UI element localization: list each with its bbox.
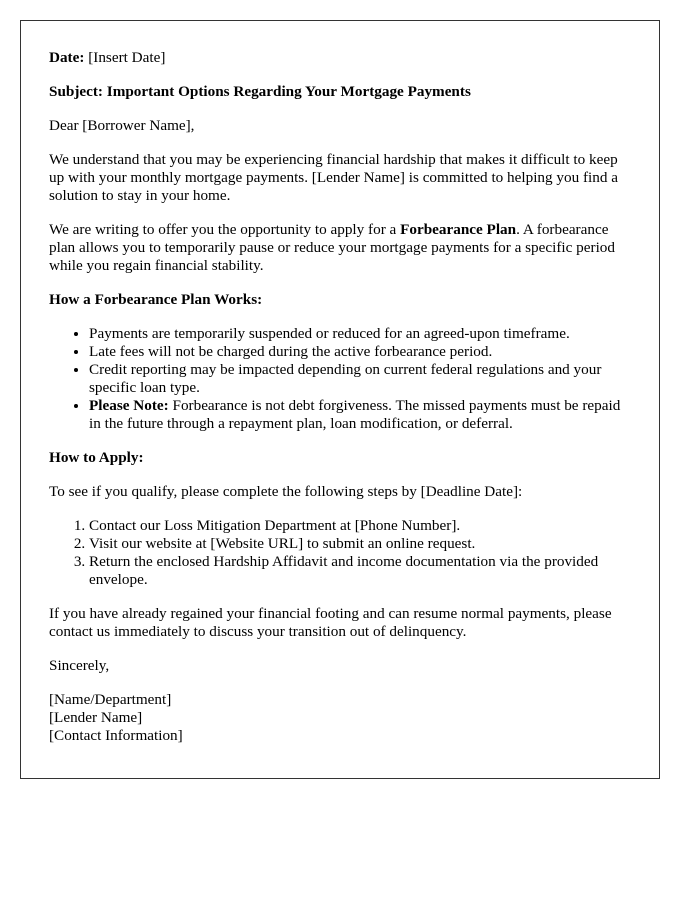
- note-text: Forbearance is not debt forgiveness. The missed payments must be repaid in the future through a repayment plan, loan modification, or deferral.: [89, 397, 621, 432]
- list-item: 2. Visit our website at [Website URL] to submit an online request.: [89, 535, 631, 553]
- list-item: • Payments are temporarily suspended or reduced for an agreed-upon timeframe.: [89, 325, 631, 343]
- date-value: [Insert Date]: [88, 49, 166, 66]
- greeting: Dear [Borrower Name],: [49, 117, 195, 134]
- offer-emphasis: Forbearance Plan: [400, 221, 517, 238]
- signature-section: [49, 657, 631, 745]
- sign-off: Sincerely,: [49, 657, 110, 674]
- list-item: 1. Contact our Loss Mitigation Department at [Phone Number].: [89, 517, 631, 535]
- date-line: [49, 49, 631, 67]
- list-item: 3. Return the enclosed Hardship Affidavit and income documentation via the provided envelope.: [89, 553, 631, 589]
- how-apply-heading: [49, 449, 631, 467]
- how-works-heading-text: How a Forbearance Plan Works:: [49, 291, 263, 308]
- date-label: Date:: [49, 49, 85, 66]
- list-item: • Credit reporting may be impacted depending on current federal regulations and your specific loan type.: [89, 361, 631, 397]
- signature-block: [49, 691, 631, 745]
- list-item: • Late fees will not be charged during the active forbearance period.: [89, 343, 631, 361]
- letter-document: [20, 20, 660, 779]
- offer-paragraph: [49, 221, 631, 275]
- signature-line: [Contact Information]: [49, 727, 183, 744]
- how-works-heading: [49, 291, 631, 309]
- subject-text: Subject: Important Options Regarding Your Mortgage Payments: [49, 83, 471, 100]
- subject-line: [49, 83, 631, 101]
- apply-intro: To see if you qualify, please complete the following steps by [Deadline Date]:: [49, 483, 523, 500]
- offer-text-after: . A forbearance plan allows you to temporarily pause or reduce your mortgage payments for a specific period while you regain financial stability.: [49, 221, 615, 274]
- signature-line: [Name/Department]: [49, 691, 172, 708]
- apply-steps-list: [49, 517, 631, 589]
- note-label: Please Note:: [89, 397, 169, 414]
- intro-paragraph: We understand that you may be experiencing financial hardship that makes it difficult to keep up with your monthly mortgage payments. [Lender Name] is committed to helping you find a solution to stay in your home.: [49, 151, 618, 204]
- offer-text-before: We are writing to offer you the opportunity to apply for a: [49, 221, 401, 238]
- signature-line: [Lender Name]: [49, 709, 143, 726]
- closing-paragraph: If you have already regained your financial footing and can resume normal payments, please contact us immediately to discuss your transition out of delinquency.: [49, 605, 612, 640]
- how-apply-heading-text: How to Apply:: [49, 449, 144, 466]
- list-item-note: [89, 397, 631, 433]
- how-works-list: [49, 325, 631, 433]
